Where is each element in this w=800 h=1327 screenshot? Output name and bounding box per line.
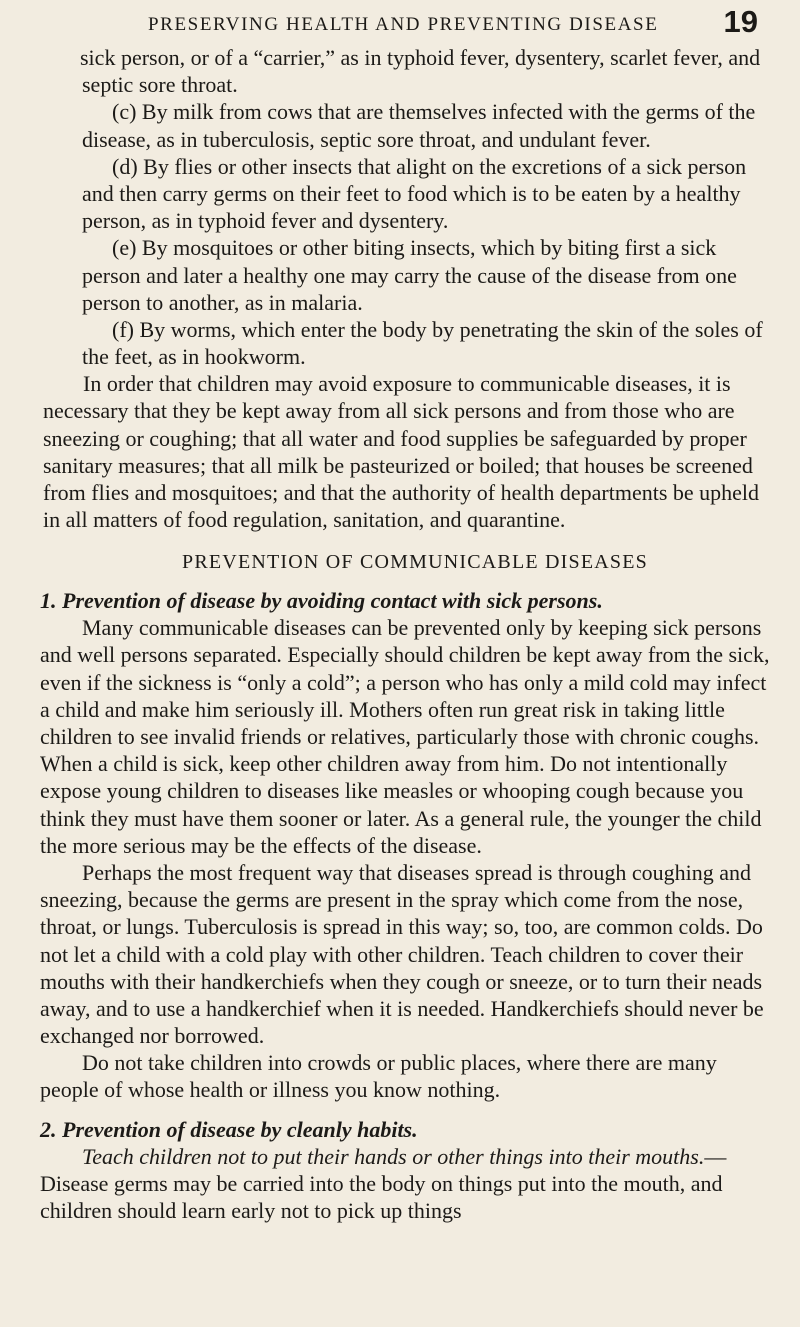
paragraph: Do not take children into crowds or public places, where there are many people of whose health or illness you know nothing. — [40, 1050, 717, 1103]
list-item-c: (c) By milk from cows that are themselves infected with the germs of the disease, as in tuberculosis, septic sore throat, and undulant fever. — [82, 99, 756, 152]
continued-paragraph: sick person, or of a “carrier,” as in typhoid fever, dysentery, scarlet fever, and septic sore throat. — [80, 45, 761, 98]
paragraph: Perhaps the most frequent way that diseases spread is through coughing and sneezing, because the germs are present in the spray which come from the nose, throat, or lungs. Tuberculosis is spread in this way; so, too, are common colds. Do not let a child with a cold play with other children. Teach children to cover their mouths with their handkerchiefs when they cough or sneeze, or to turn their neads away, and to use a handkerchief when it is needed. Handkerchiefs should never be exchanged nor borrowed. — [40, 859, 764, 1049]
section-title: PREVENTION OF COMMUNICABLE DISEASES — [182, 551, 648, 574]
list-item-e: (e) By mosquitoes or other biting insects, which by biting first a sick person and later a healthy one may carry the cause of the disease from one person to another, as in malaria. — [82, 235, 737, 315]
running-head — [148, 4, 758, 40]
running-head-title: PRESERVING HEALTH AND PREVENTING DISEASE — [148, 14, 659, 35]
paragraph: Many communicable diseases can be prevented only by keeping sick persons and well persons separated. Especially should children be kept away from the sick, even if the sickness is “only a cold”; a person who has only a mild cold may infect a child and make him seriously ill. Mothers often run great risk in taking little children to see invalid friends or relatives, particularly those with chronic coughs. When a child is sick, keep other children away from him. Do not intentionally expose young children to diseases like measles or whooping cough because you think they must have them sooner or later. As a general rule, the younger the child the more serious may be the effects of the disease. — [40, 615, 770, 858]
subsection-heading-1: 1. Prevention of disease by avoiding contact with sick persons. — [40, 588, 603, 614]
paragraph-text: —Disease germs may be carried into the body on things put into the mouth, and children should learn early not to pick up things — [40, 1143, 727, 1224]
italic-lead: Teach children not to put their hands or other things into their mouths. — [82, 1143, 705, 1169]
list-item-f: (f) By worms, which enter the body by penetrating the skin of the soles of the feet, as in hookworm. — [82, 316, 763, 370]
subsection-heading-2: 2. Prevention of disease by cleanly habits. — [40, 1116, 418, 1142]
page-number: 19 — [723, 4, 758, 39]
list-item-d: (d) By flies or other insects that alight on the excretions of a sick person and then carry germs on their feet to food which is to be eaten by a healthy person, as in typhoid fever and dysentery. — [82, 153, 747, 234]
paragraph-order: In order that children may avoid exposure to communicable diseases, it is necessary that they be kept away from all sick persons and from those who are sneezing or coughing; that all water and food supplies be safeguarded by proper sanitary measures; that all milk be pasteurized or boiled; that houses be screened from flies and mosquitoes; and that the authority of health departments be upheld in all matters of food regulation, sanitation, and quarantine. — [43, 371, 760, 533]
paragraph — [0, 1143, 800, 1225]
page-body — [0, 44, 800, 1224]
